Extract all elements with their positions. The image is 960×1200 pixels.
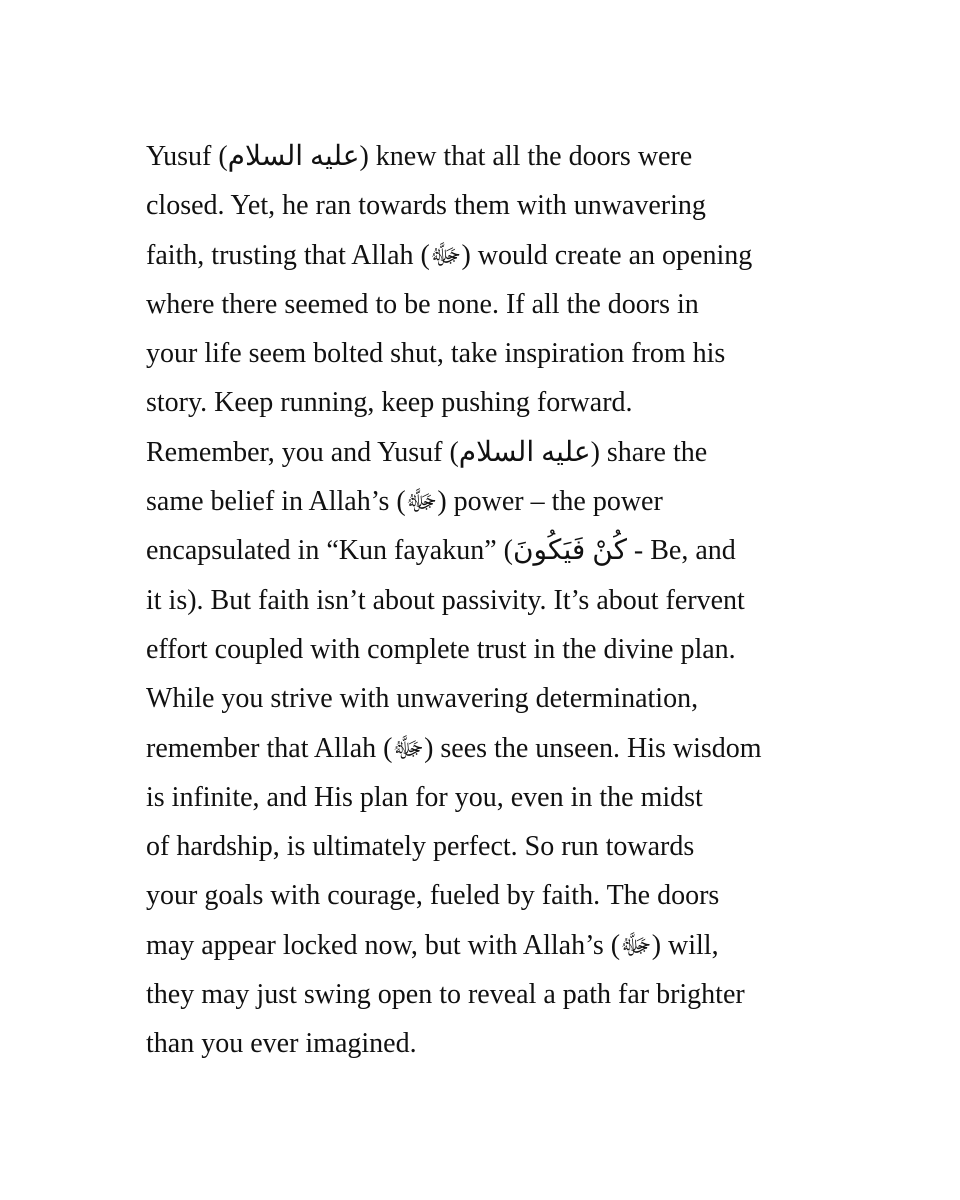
text-line: Yusuf (‫عليه السلام‬) knew that all the doors were [146, 141, 693, 172]
text-line: Remember, you and Yusuf (‫عليه السلام‬) share the [146, 436, 708, 468]
text-line: effort coupled with complete trust in the divine plan. [146, 633, 736, 665]
text-line: may appear locked now, but with Allah’s (ﷻ) will, [146, 929, 719, 961]
body-paragraph [146, 132, 886, 1069]
text-line: faith, trusting that Allah (ﷻ) would create an opening [146, 239, 753, 271]
text-line: of hardship, is ultimately perfect. So run towards [146, 831, 695, 863]
text-line: story. Keep running, keep pushing forward. [146, 387, 633, 419]
text-line: they may just swing open to reveal a path far brighter [146, 979, 745, 1011]
text-line: it is). But faith isn’t about passivity. It’s about fervent [146, 584, 745, 616]
text-line: your life seem bolted shut, take inspiration from his [146, 338, 726, 370]
text-line: where there seemed to be none. If all the doors in [146, 288, 699, 320]
document-page [146, 132, 886, 1069]
text-line: is infinite, and His plan for you, even in the midst [146, 781, 703, 813]
text-line: than you ever imagined. [146, 1028, 417, 1060]
text-line: closed. Yet, he ran towards them with unwavering [146, 190, 706, 222]
text-line: encapsulated in “Kun fayakun” (‫كُنْ فَيَكُونَ‬ - Be, and [146, 535, 736, 567]
text-line: your goals with courage, fueled by faith. The doors [146, 880, 720, 912]
text-line: same belief in Allah’s (ﷻ) power – the power [146, 486, 663, 518]
text-line: While you strive with unwavering determination, [146, 683, 699, 715]
text-line: remember that Allah (ﷻ) sees the unseen. His wisdom [146, 732, 762, 764]
